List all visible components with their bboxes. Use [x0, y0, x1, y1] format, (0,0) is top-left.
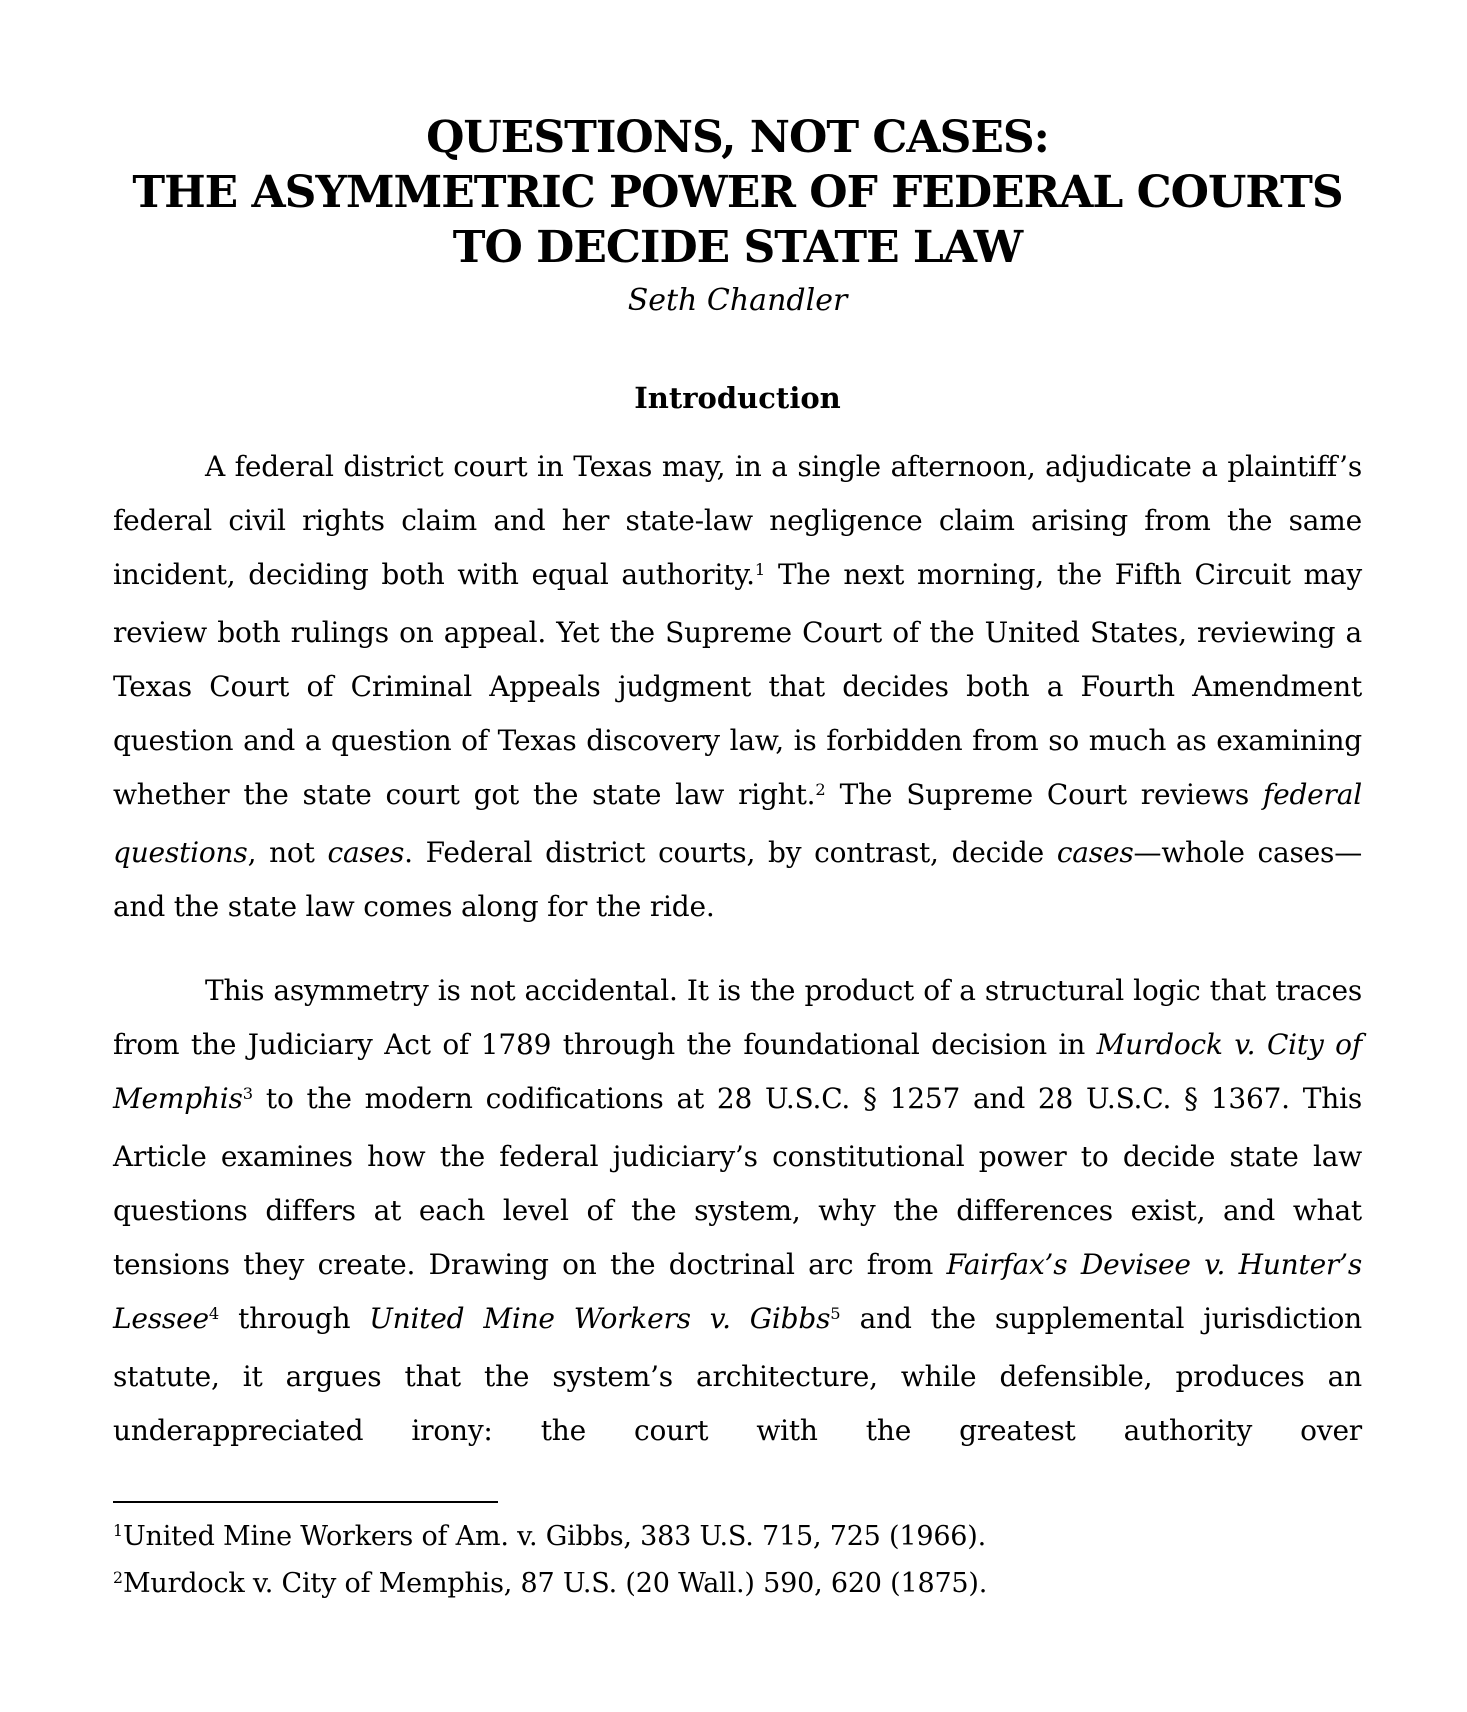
text-segment: Fairfax’s Devisee v. Hunter’s Lessee: [113, 1248, 1362, 1335]
text-segment: through: [219, 1302, 370, 1335]
text-segment: The next morning, the Fifth Circuit may review both rulings on appeal. Yet the Supreme Court of the United States, reviewing a Texas Court of Criminal Appeals judgment that decides both a Fourth Amendment question and a question of Texas discovery law, is forbidden from so much as examining whether the state court got the state law right.: [113, 558, 1362, 811]
text-segment: The Supreme Court reviews: [825, 778, 1263, 811]
text-segment: federal questions: [113, 778, 1362, 869]
article-title-line-1: QUESTIONS, NOT CASES:: [426, 112, 1049, 163]
footnote-2-text: Murdock v. City of Memphis, 87 U.S. (20 Wall.) 590, 620 (1875).: [122, 1568, 988, 1599]
footnote-1-text: United Mine Workers of Am. v. Gibbs, 383 U.S. 715, 725 (1966).: [122, 1521, 986, 1552]
footnote-2-marker: 2: [113, 1568, 123, 1588]
footnote-1: [113, 1515, 1362, 1562]
article-title-line-3: TO DECIDE STATE LAW: [452, 222, 1023, 273]
footnote-section: [113, 1501, 1362, 1609]
footnote-separator-rule: [113, 1501, 498, 1503]
section-heading-introduction: Introduction: [634, 381, 841, 415]
paragraph-1: [113, 440, 1362, 934]
document-content: [113, 0, 1362, 1609]
text-segment: to the modern codifications at 28 U.S.C. § 1257 and 28 U.S.C. § 1367. This Article examines how the federal judiciary’s constitutional power to decide state law questions differs at each level of the system, why the differences exist, and what tensions they create. Drawing on the doctrinal arc from: [113, 1082, 1362, 1281]
footnote-reference: 5: [830, 1304, 841, 1324]
author-name: Seth Chandler: [627, 283, 848, 318]
footnote-reference: 4: [208, 1304, 220, 1324]
footnote-2: [113, 1562, 1362, 1609]
paragraph-2: [113, 964, 1362, 1458]
text-segment: A federal district court in Texas may, in a single afternoon, adjudicate a plaintiff’s federal civil rights claim and her state-law negligence claim arising from the same incident, deciding both with equal authority.: [113, 450, 1362, 591]
text-segment: Murdock v. City of Memphis: [113, 1028, 1362, 1115]
footnote-1-marker: 1: [113, 1521, 123, 1541]
article-title: [113, 0, 1362, 275]
footnote-reference: 2: [815, 780, 826, 800]
text-segment: —whole cases—and the state law comes along for the ride.: [113, 836, 1362, 923]
text-segment: This asymmetry is not accidental. It is the product of a structural logic that traces from the Judiciary Act of 1789 through the foundational decision in: [113, 974, 1362, 1061]
article-title-line-2: THE ASYMMETRIC POWER OF FEDERAL COURTS: [132, 167, 1343, 218]
footnote-reference: 1: [754, 560, 766, 580]
text-segment: United Mine Workers v. Gibbs: [369, 1302, 831, 1335]
text-segment: cases: [1056, 836, 1134, 869]
text-segment: , not: [247, 836, 328, 869]
text-segment: . Federal district courts, by contrast, decide: [404, 836, 1057, 869]
text-segment: and the supplemental jurisdiction statute, it argues that the system’s architecture, while defensible, produces an underappreciated irony: the court with the greatest authority over: [113, 1302, 1362, 1447]
text-segment: cases: [327, 836, 405, 869]
footnote-reference: 3: [242, 1084, 254, 1104]
